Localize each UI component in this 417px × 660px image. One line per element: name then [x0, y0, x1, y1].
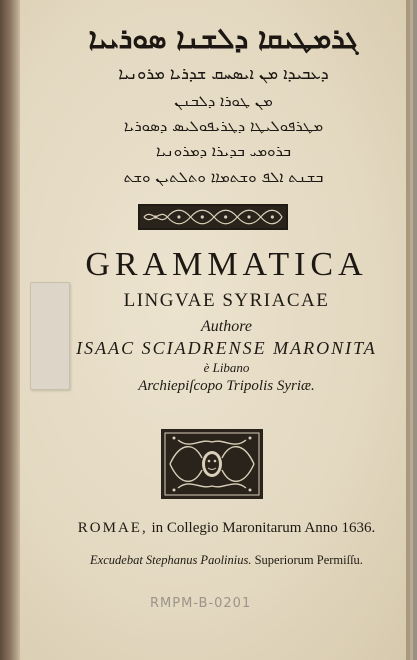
printer-name: Excudebat Stephanus Paolinius.	[90, 553, 252, 567]
syriac-line-2: ܕܥܒܝܕܐ ܡܢ ܐܝܣܚܩ ܫܕܪܝܐ ܡܪܘܢܝܐ	[118, 64, 329, 83]
imprint-place: ROMAE,	[77, 520, 148, 536]
syriac-line-6: ܒܫܢܬ ܐܠܦ ܘܫܬܡܐܐ ܘܬܠܬܝܢ ܘܫܬ	[123, 168, 324, 186]
author-office: Archiepiſcopo Tripolis Syriæ.	[138, 378, 315, 394]
page-edge	[406, 0, 410, 660]
book-title: GRAMMATICA	[85, 246, 368, 283]
syriac-line-3: ܡܢ ܛܘܪܐ ܕܠܒܢܢ	[174, 92, 273, 110]
book-binding	[0, 0, 22, 660]
imprint-detail: in Collegio Maronitarum Anno 1636.	[151, 520, 376, 536]
printer-line	[48, 553, 405, 568]
author-label: Authore	[201, 318, 252, 335]
imprint-line	[48, 520, 405, 537]
author-origin: è Libano	[203, 360, 250, 375]
printers-ornament-band	[138, 204, 288, 230]
syriac-line-4: ܡܛܪܦܘܠܝܛܐ ܕܛܪܝܦܘܠܝܣ ܕܣܘܪܝܐ	[123, 117, 324, 135]
syriac-title-line: ܓܪܡܛܝܩܐ ܕܠܫܢܐ ܣܘܪܝܝܐ	[88, 22, 359, 55]
printers-device-ornament	[160, 428, 264, 500]
author-name: ISAAC SCIADRENSE MARONITA	[76, 338, 377, 358]
library-shelfmark-stamp: RMPM-B-0201	[150, 596, 252, 611]
permission-note: Superiorum Permiſſu.	[254, 553, 363, 567]
book-subtitle: LINGVAE SYRIACAE	[123, 290, 330, 311]
syriac-line-5: ܒܪܘܡܝ ܒܕܝܪܐ ܕܡܪܘܢܝܐ	[156, 142, 291, 160]
